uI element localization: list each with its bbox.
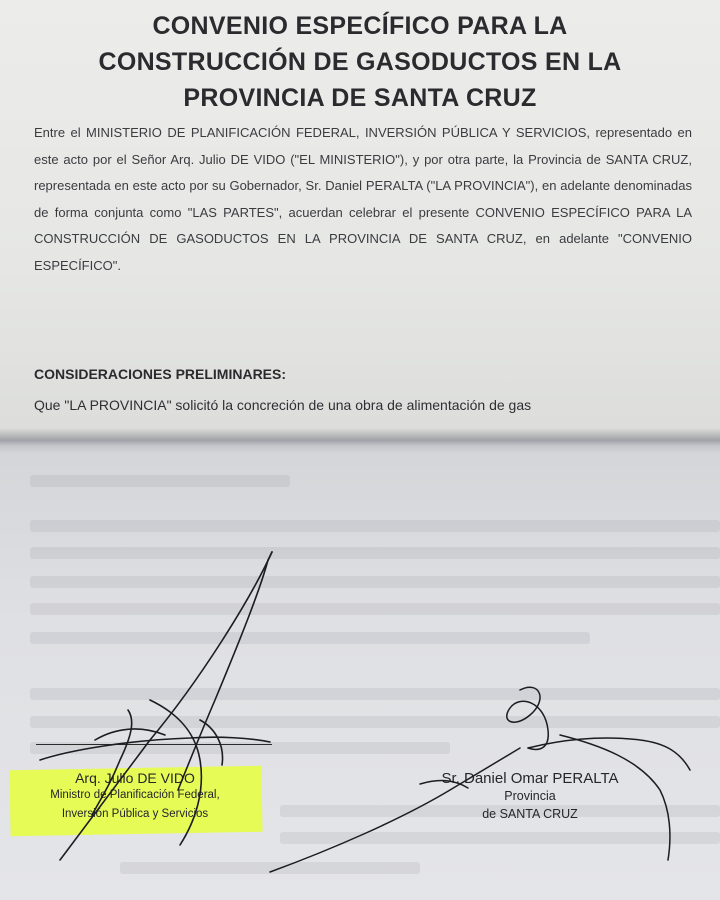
- faded-text-line: [280, 832, 720, 844]
- intro-paragraph: Entre el MINISTERIO DE PLANIFICACIÓN FEDERAL, INVERSIÓN PÚBLICA Y SERVICIOS, representado en este acto por el Señor Arq. Julio DE VIDO ("EL MINISTERIO"), y por otra parte, la Provincia de SANTA CRUZ, representada en este acto por su Gobernador, Sr. Daniel PERALTA ("LA PROVINCIA"), en adelante denominadas de forma conjunta como "LAS PARTES", acuerdan celebrar el presente CONVENIO ESPECÍFICO PARA LA CONSTRUCCIÓN DE GASODUCTOS EN LA PROVINCIA DE SANTA CRUZ, en adelante "CONVENIO ESPECÍFICO".: [34, 125, 692, 273]
- faded-text-line: [30, 688, 720, 700]
- signature-block-left: [10, 770, 260, 824]
- signature-line: [36, 744, 272, 745]
- faded-text-line: [30, 576, 720, 588]
- faded-text-line: [30, 547, 720, 559]
- section-heading: CONSIDERACIONES PRELIMINARES:: [34, 366, 287, 382]
- faded-text-line: [30, 520, 720, 532]
- signatory-role: de SANTA CRUZ: [482, 807, 578, 821]
- first-consideration: Que "LA PROVINCIA" solicitó la concreción de una obra de alimentación de gas: [34, 397, 532, 413]
- title-line: PROVINCIA DE SANTA CRUZ: [183, 84, 537, 112]
- signatory-name: Arq. Julio DE VIDO: [75, 770, 195, 786]
- signatory-name: Sr. Daniel Omar PERALTA: [441, 770, 619, 787]
- faded-text-line: [30, 475, 290, 487]
- faded-text-line: [30, 632, 590, 644]
- title-line: CONVENIO ESPECÍFICO PARA LA: [152, 12, 568, 40]
- title-line: CONSTRUCCIÓN DE GASODUCTOS EN LA: [98, 48, 622, 76]
- signature-block-right: [410, 770, 650, 823]
- page-fold-shadow: [0, 428, 720, 454]
- faded-text-line: [30, 603, 720, 615]
- signatory-role: Provincia: [504, 789, 556, 803]
- faded-text-line: [120, 862, 420, 874]
- signatory-role: Ministro de Planificación Federal,: [50, 789, 220, 801]
- document-title: [40, 8, 680, 116]
- signatory-role: Inversión Pública y Servicios: [61, 808, 209, 820]
- faded-text-line: [30, 716, 720, 728]
